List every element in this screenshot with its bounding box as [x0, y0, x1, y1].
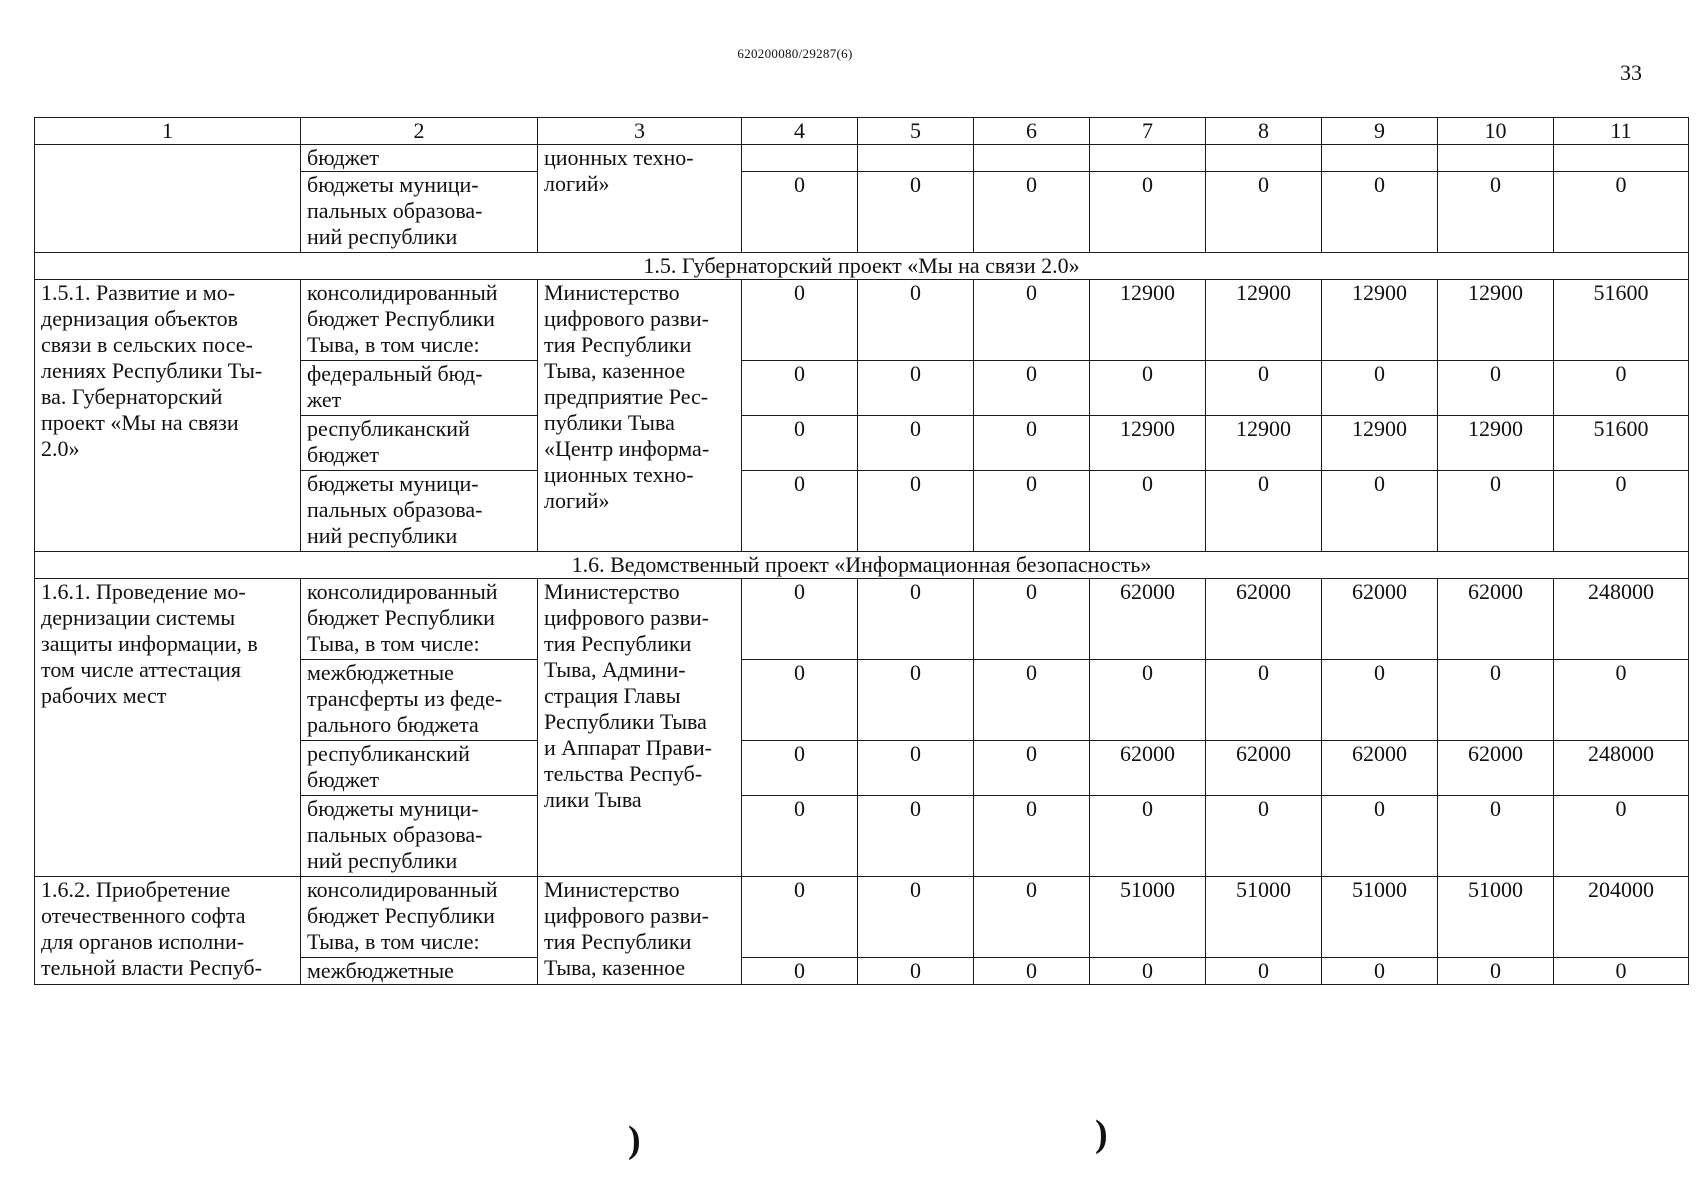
value-cell: 0 — [974, 280, 1090, 361]
value-cell: 62000 — [1206, 579, 1322, 660]
value-cell: 0 — [1322, 172, 1438, 253]
funding-source: бюджеты муници- пальных образова- ний республики — [301, 471, 538, 552]
funding-source: бюджеты муници- пальных образова- ний республики — [301, 796, 538, 877]
value-cell: 0 — [1322, 796, 1438, 877]
funding-source: межбюджетные — [301, 958, 538, 985]
value-cell: 0 — [1438, 172, 1554, 253]
value-cell: 51000 — [1438, 877, 1554, 958]
page-number: 33 — [1620, 60, 1642, 85]
value-cell: 0 — [858, 660, 974, 741]
value-cell: 0 — [858, 741, 974, 796]
value-cell: 0 — [974, 361, 1090, 416]
table-row — [35, 579, 1689, 660]
value-cell: 51600 — [1554, 416, 1689, 471]
value-cell: 0 — [858, 958, 974, 985]
value-cell: 12900 — [1438, 416, 1554, 471]
table-row — [35, 877, 1689, 958]
funding-source: бюджет — [301, 145, 538, 172]
activity-cell: 1.6.1. Проведение мо- дернизации системы защиты информации, в том числе аттестация рабочих мест — [35, 579, 301, 877]
value-cell: 0 — [974, 877, 1090, 958]
value-cell: 0 — [742, 471, 858, 552]
value-cell: 62000 — [1322, 579, 1438, 660]
section-row — [35, 253, 1689, 280]
value-cell: 0 — [1206, 172, 1322, 253]
value-cell: 62000 — [1090, 741, 1206, 796]
column-header: 10 — [1438, 118, 1554, 145]
document-id: 620200080/29287(6) — [737, 46, 853, 61]
value-cell: 0 — [1090, 796, 1206, 877]
table-row — [35, 145, 1689, 172]
budget-table — [34, 117, 1689, 985]
value-cell: 0 — [742, 416, 858, 471]
value-cell: 0 — [974, 416, 1090, 471]
funding-source: республиканский бюджет — [301, 416, 538, 471]
value-cell — [974, 145, 1090, 172]
value-cell: 51000 — [1206, 877, 1322, 958]
value-cell: 0 — [858, 416, 974, 471]
value-cell: 0 — [858, 877, 974, 958]
value-cell: 51000 — [1322, 877, 1438, 958]
value-cell: 0 — [1322, 361, 1438, 416]
value-cell: 248000 — [1554, 579, 1689, 660]
value-cell: 0 — [858, 280, 974, 361]
value-cell: 0 — [1090, 958, 1206, 985]
funding-source: консолидированный бюджет Республики Тыва, в том числе: — [301, 280, 538, 361]
column-header: 8 — [1206, 118, 1322, 145]
value-cell: 0 — [1554, 471, 1689, 552]
value-cell: 0 — [742, 660, 858, 741]
value-cell — [1090, 145, 1206, 172]
value-cell: 0 — [858, 796, 974, 877]
value-cell: 0 — [974, 471, 1090, 552]
value-cell: 0 — [1322, 660, 1438, 741]
value-cell: 0 — [1206, 361, 1322, 416]
value-cell: 62000 — [1438, 579, 1554, 660]
value-cell: 0 — [1206, 958, 1322, 985]
value-cell: 51000 — [1090, 877, 1206, 958]
value-cell: 51600 — [1554, 280, 1689, 361]
section-title: 1.6. Ведомственный проект «Информационная безопасность» — [35, 552, 1689, 579]
value-cell — [1554, 145, 1689, 172]
column-header: 3 — [538, 118, 742, 145]
activity-cell: 1.6.2. Приобретение отечественного софта для органов исполни- тельной власти Респуб- — [35, 877, 301, 985]
value-cell: 0 — [742, 796, 858, 877]
value-cell: 204000 — [1554, 877, 1689, 958]
value-cell: 0 — [1090, 361, 1206, 416]
value-cell — [742, 145, 858, 172]
value-cell: 62000 — [1090, 579, 1206, 660]
value-cell: 0 — [1438, 471, 1554, 552]
column-header: 6 — [974, 118, 1090, 145]
value-cell: 0 — [742, 958, 858, 985]
value-cell: 62000 — [1206, 741, 1322, 796]
value-cell: 0 — [974, 660, 1090, 741]
handwritten-mark: ) — [628, 1119, 641, 1161]
value-cell: 0 — [974, 796, 1090, 877]
value-cell: 0 — [1206, 796, 1322, 877]
value-cell: 0 — [858, 172, 974, 253]
value-cell — [858, 145, 974, 172]
value-cell: 0 — [1554, 361, 1689, 416]
handwritten-mark: ) — [1095, 1113, 1108, 1155]
value-cell: 0 — [1438, 958, 1554, 985]
value-cell: 0 — [858, 579, 974, 660]
table-row — [35, 280, 1689, 361]
funding-source: межбюджетные трансферты из феде- рального бюджета — [301, 660, 538, 741]
column-header: 5 — [858, 118, 974, 145]
funding-source: консолидированный бюджет Республики Тыва, в том числе: — [301, 579, 538, 660]
activity-cell — [35, 145, 301, 253]
value-cell: 0 — [858, 471, 974, 552]
value-cell: 0 — [1090, 471, 1206, 552]
value-cell: 0 — [742, 877, 858, 958]
value-cell: 0 — [1206, 660, 1322, 741]
value-cell: 12900 — [1206, 280, 1322, 361]
value-cell: 12900 — [1090, 416, 1206, 471]
value-cell: 0 — [1554, 958, 1689, 985]
value-cell: 0 — [974, 172, 1090, 253]
executor-cell: ционных техно- логий» — [538, 145, 742, 253]
header-row — [35, 118, 1689, 145]
value-cell: 0 — [858, 361, 974, 416]
section-row — [35, 552, 1689, 579]
value-cell: 0 — [974, 579, 1090, 660]
value-cell — [1438, 145, 1554, 172]
value-cell: 0 — [742, 280, 858, 361]
section-title: 1.5. Губернаторский проект «Мы на связи 2.0» — [35, 253, 1689, 280]
value-cell: 0 — [1554, 660, 1689, 741]
value-cell: 0 — [974, 958, 1090, 985]
value-cell: 0 — [1438, 660, 1554, 741]
value-cell: 0 — [742, 741, 858, 796]
column-header: 11 — [1554, 118, 1689, 145]
value-cell: 12900 — [1322, 416, 1438, 471]
value-cell — [1322, 145, 1438, 172]
activity-cell: 1.5.1. Развитие и мо- дернизация объектов связи в сельских посе- лениях Республики Ты- ва. Губернаторский проект «Мы на связи 2.0» — [35, 280, 301, 552]
value-cell: 0 — [1438, 796, 1554, 877]
column-header: 7 — [1090, 118, 1206, 145]
executor-cell: Министерство цифрового разви- тия Республики Тыва, казенное предприятие Рес- публики Тыва «Центр информа- ционных техно- логий» — [538, 280, 742, 552]
value-cell: 0 — [1322, 958, 1438, 985]
value-cell: 0 — [1438, 361, 1554, 416]
value-cell — [1206, 145, 1322, 172]
column-header: 1 — [35, 118, 301, 145]
value-cell: 0 — [1322, 471, 1438, 552]
value-cell: 0 — [1554, 172, 1689, 253]
value-cell: 0 — [742, 361, 858, 416]
value-cell: 0 — [974, 741, 1090, 796]
value-cell: 12900 — [1438, 280, 1554, 361]
funding-source: республиканский бюджет — [301, 741, 538, 796]
value-cell: 12900 — [1090, 280, 1206, 361]
value-cell: 62000 — [1322, 741, 1438, 796]
funding-source: федеральный бюд- жет — [301, 361, 538, 416]
value-cell: 0 — [742, 172, 858, 253]
value-cell: 0 — [1090, 172, 1206, 253]
value-cell: 12900 — [1322, 280, 1438, 361]
funding-source: бюджеты муници- пальных образова- ний республики — [301, 172, 538, 253]
funding-source: консолидированный бюджет Республики Тыва, в том числе: — [301, 877, 538, 958]
value-cell: 248000 — [1554, 741, 1689, 796]
value-cell: 62000 — [1438, 741, 1554, 796]
value-cell: 0 — [1090, 660, 1206, 741]
column-header: 9 — [1322, 118, 1438, 145]
value-cell: 0 — [1206, 471, 1322, 552]
value-cell: 0 — [1554, 796, 1689, 877]
column-header: 2 — [301, 118, 538, 145]
executor-cell: Министерство цифрового разви- тия Республики Тыва, казенное — [538, 877, 742, 985]
column-header: 4 — [742, 118, 858, 145]
executor-cell: Министерство цифрового разви- тия Республики Тыва, Админи- страция Главы Республики Тыва и Аппарат Прави- тельства Респуб- лики Тыва — [538, 579, 742, 877]
value-cell: 12900 — [1206, 416, 1322, 471]
value-cell: 0 — [742, 579, 858, 660]
